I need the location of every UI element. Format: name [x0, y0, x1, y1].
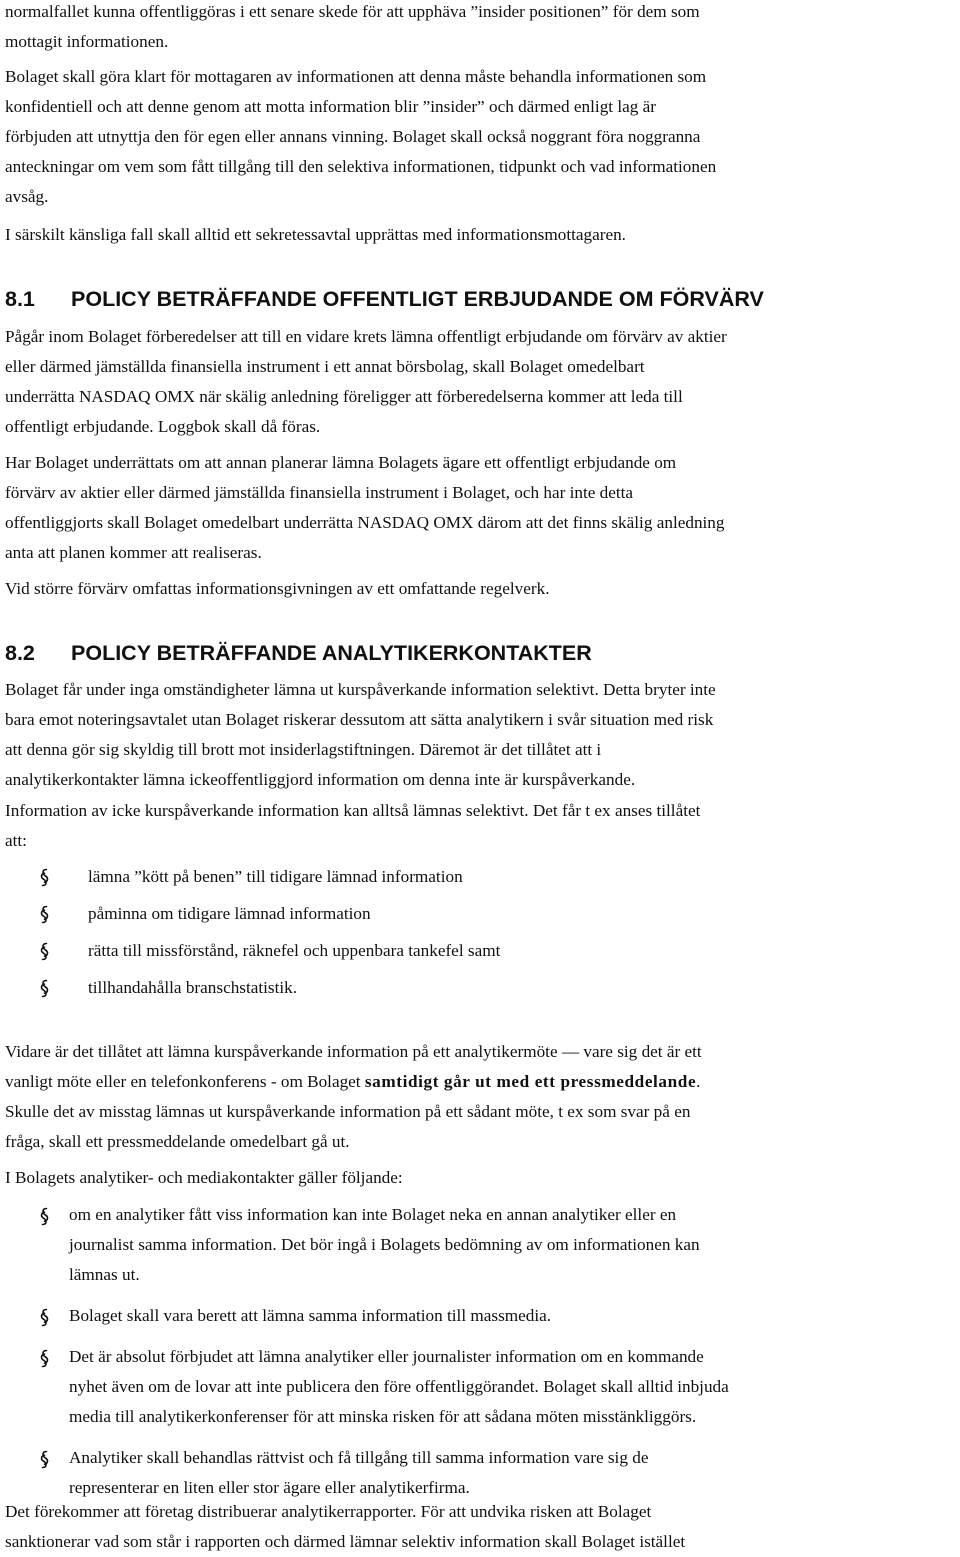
- text-line: Bolaget får under inga omständigheter lämna ut kurspåverkande information selektivt. Detta bryter inte: [5, 680, 716, 699]
- list-item: [0, 858, 500, 895]
- text-line: anta att planen kommer att realiseras.: [5, 543, 262, 562]
- list-item: [0, 932, 500, 969]
- section-bullet-icon: [40, 942, 49, 961]
- paragraph-8-2-b: [5, 796, 700, 856]
- text-line: förbjuden att utnyttja den för egen eller annans vinning. Bolaget skall också noggrant föra noggranna: [5, 127, 701, 146]
- text-line: lämnas ut.: [69, 1265, 140, 1284]
- section-heading-8-2: [5, 638, 592, 668]
- text-line: Bolaget skall vara berett att lämna samma information till massmedia.: [69, 1306, 552, 1325]
- paragraph-intro: [5, 0, 700, 57]
- paragraph-nda: [5, 220, 626, 250]
- section-bullet-icon: [40, 1450, 49, 1469]
- text-line: offentligt erbjudande. Loggbok skall då föras.: [5, 417, 321, 436]
- text-line: eller därmed jämställda finansiella instrument i ett annat börsbolag, skall Bolaget omedelbart: [5, 357, 645, 376]
- section-title: POLICY BETRÄFFANDE OFFENTLIGT ERBJUDANDE OM FÖRVÄRV: [71, 287, 764, 311]
- list-item: [0, 1443, 729, 1503]
- text-line: Pågår inom Bolaget förberedelser att till en vidare krets lämna offentligt erbjudande om förvärv av aktier: [5, 327, 727, 346]
- text-line: Skulle det av misstag lämnas ut kurspåverkande information på ett sådant möte, t ex som svar på en: [5, 1102, 691, 1121]
- section-bullet-icon: [40, 905, 49, 924]
- section-number: 8.1: [5, 287, 35, 311]
- text-line: I Bolagets analytiker- och mediakontakter gäller följande:: [5, 1168, 403, 1187]
- emphasis-text: samtidigt går ut med ett pressmeddelande: [364, 1072, 697, 1091]
- paragraph-8-1-c: [5, 574, 550, 604]
- paragraph-8-1-b: [5, 448, 725, 568]
- section-heading-8-1: [5, 284, 764, 314]
- list-item: [0, 895, 500, 932]
- section-bullet-icon: [40, 979, 49, 998]
- text-line: nyhet även om de lovar att inte publicera den före offentliggörandet. Bolaget skall alltid inbjuda: [69, 1377, 729, 1396]
- list-item: [0, 969, 500, 1006]
- text-line: Analytiker skall behandlas rättvist och få tillgång till samma information vare sig de: [69, 1448, 649, 1467]
- section-bullet-icon: [40, 868, 49, 887]
- text-line: Bolaget skall göra klart för mottagaren av informationen att denna måste behandla informationen som: [5, 67, 707, 86]
- text-line: fråga, skall ett pressmeddelande omedelbart gå ut.: [5, 1132, 350, 1151]
- text-line: mottagit informationen.: [5, 32, 169, 51]
- text-line: Vidare är det tillåtet att lämna kurspåverkande information på ett analytikermöte — vare sig det är ett: [5, 1042, 702, 1061]
- text-line: media till analytikerkonferenser för att minska risken för att sådana möten misstänkliggörs.: [69, 1407, 697, 1426]
- text-line: sanktionerar vad som står i rapporten och därmed lämnar selektiv information skall Bolaget istället: [5, 1532, 686, 1551]
- text-line: Det förekommer att företag distribuerar analytikerrapporter. För att undvika risken att Bolaget: [5, 1502, 652, 1521]
- text-line: Det är absolut förbjudet att lämna analytiker eller journalister information om en kommande: [69, 1347, 704, 1366]
- section-bullet-icon: [40, 1308, 49, 1327]
- section-number: 8.2: [5, 641, 35, 665]
- list-item: [0, 1342, 729, 1432]
- text-line: konfidentiell och att denne genom att motta information blir ”insider” och därmed enligt lag är: [5, 97, 657, 116]
- text-line: journalist samma information. Det bör ingå i Bolagets bedömning av om informationen kan: [69, 1235, 700, 1254]
- section-bullet-icon: [40, 1349, 49, 1368]
- text-line: om en analytiker fått viss information kan inte Bolaget neka en annan analytiker eller en: [69, 1205, 677, 1224]
- bullet-list-allowed: [0, 858, 500, 1006]
- text-line: att denna gör sig skyldig till brott mot insiderlagstiftningen. Däremot är det tillåtet att i: [5, 740, 602, 759]
- section-bullet-icon: [40, 1207, 49, 1226]
- text-line: normalfallet kunna offentliggöras i ett senare skede för att upphäva ”insider positionen” för dem som: [5, 2, 700, 21]
- paragraph-8-1-a: [5, 322, 727, 442]
- text-line: offentliggjorts skall Bolaget omedelbart underrätta NASDAQ OMX därom att det finns skälig anledning: [5, 513, 725, 532]
- paragraph-8-2-a: [5, 675, 716, 795]
- text-line: vanligt möte eller en telefonkonferens - om Bolaget: [5, 1072, 365, 1091]
- text-line: representerar en liten eller stor ägare eller analytikerfirma.: [69, 1478, 470, 1497]
- text-line: Information av icke kurspåverkande information kan alltså lämnas selektivt. Det får t ex anses tillåtet: [5, 801, 701, 820]
- list-item: [0, 1301, 729, 1331]
- text-line: Vid större förvärv omfattas informationsgivningen av ett omfattande regelverk.: [5, 579, 550, 598]
- paragraph-8-2-c: [5, 1037, 702, 1157]
- list-item-text: påminna om tidigare lämnad information: [88, 904, 371, 923]
- bullet-list-contacts: [0, 1200, 729, 1503]
- text-line: anteckningar om vem som fått tillgång till den selektiva informationen, tidpunkt och vad informationen: [5, 157, 717, 176]
- paragraph-8-2-d: [5, 1163, 403, 1193]
- list-item-text: lämna ”kött på benen” till tidigare lämnad information: [88, 867, 463, 886]
- section-title: POLICY BETRÄFFANDE ANALYTIKERKONTAKTER: [71, 641, 592, 665]
- text-line: .: [696, 1072, 701, 1091]
- text-line: Har Bolaget underrättats om att annan planerar lämna Bolagets ägare ett offentligt erbjudande om: [5, 453, 677, 472]
- list-item-text: tillhandahålla branschstatistik.: [88, 978, 298, 997]
- list-item-text: rätta till missförstånd, räknefel och uppenbara tankefel samt: [88, 941, 501, 960]
- text-line: förvärv av aktier eller därmed jämställda finansiella instrument i Bolaget, och har inte detta: [5, 483, 634, 502]
- text-line: I särskilt känsliga fall skall alltid ett sekretessavtal upprättas med informationsmottagaren.: [5, 225, 626, 244]
- text-line: analytikerkontakter lämna ickeoffentliggjord information om denna inte är kurspåverkande.: [5, 770, 636, 789]
- text-line: avsåg.: [5, 187, 49, 206]
- paragraph-8-2-e: [5, 1497, 685, 1557]
- text-line: att:: [5, 831, 27, 850]
- paragraph-confidentiality: [5, 62, 716, 212]
- list-item: [0, 1200, 729, 1290]
- text-line: bara emot noteringsavtalet utan Bolaget riskerar dessutom att sätta analytikern i svår situation med risk: [5, 710, 714, 729]
- text-line: underrätta NASDAQ OMX när skälig anledning föreligger att förberedelserna kommer att leda till: [5, 387, 683, 406]
